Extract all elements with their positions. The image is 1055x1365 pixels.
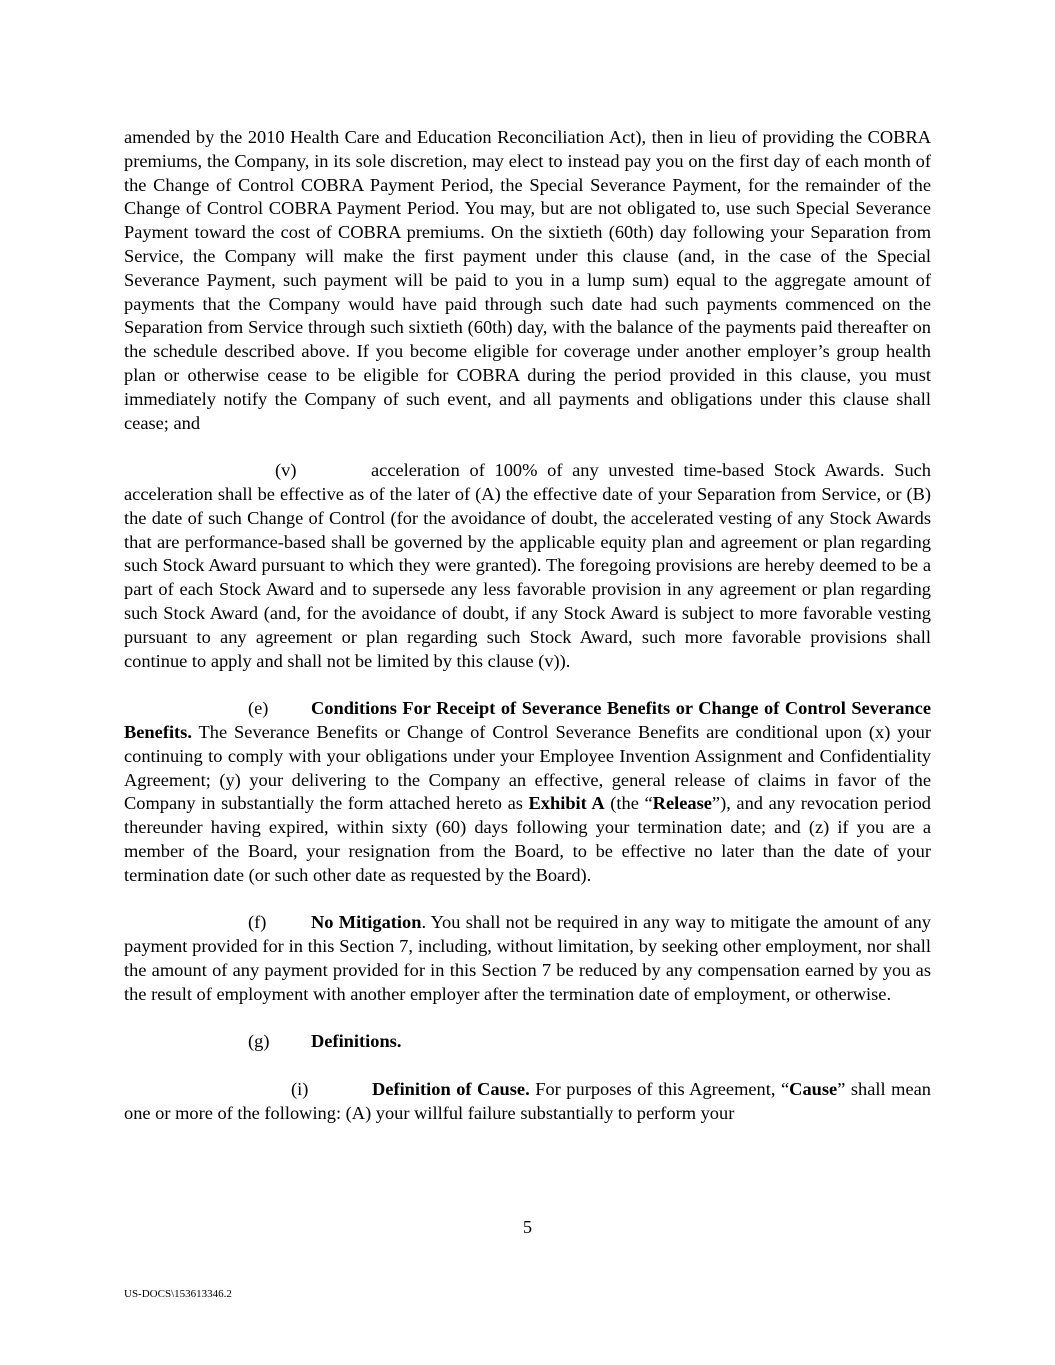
paragraph-v-acceleration (124, 459, 931, 673)
paragraph-text: For purposes of this Agreement, “ (529, 1078, 790, 1099)
clause-number: (i) (291, 1078, 309, 1099)
clause-heading: Definition of Cause. (372, 1078, 530, 1099)
document-id-footer: US-DOCS\153613346.2 (124, 1288, 232, 1300)
paragraph-i-cause (124, 1078, 931, 1126)
paragraph-f-no-mitigation (124, 911, 931, 1006)
paragraph-text: The Severance Benefits or Change of Control Severance Benefits are conditional upon (x) your continuing to comply with your obligations under your Employee Invention Assignment and Confidentiality Agreement; (y) your delivering to the Company an effective, general release of claims in favor of the Company in substantially the form attached hereto as (124, 721, 931, 814)
clause-number: (e) (248, 698, 269, 719)
clause-heading: Definitions. (311, 1031, 402, 1052)
paragraph-cobra-continuation (124, 126, 931, 435)
clause-heading: No Mitigation (311, 912, 422, 933)
clause-number: (v) (275, 460, 297, 481)
paragraph-text: . You shall not be required in any way to mitigate the amount of any payment provided for in this Section 7, including, without limitation, by seeking other employment, nor shall the amount of any payment provided for in this Section 7 be reduced by any compensation earned by you as the result of employment with another employer after the termination date of employment, or otherwise. (124, 912, 931, 1004)
paragraph-text: ” shall mean one or more of the following: (A) your willful failure substantially to perform your (124, 1078, 931, 1123)
paragraph-g-definitions (124, 1030, 931, 1054)
document-body (124, 126, 931, 1125)
clause-number: (g) (248, 1031, 270, 1052)
paragraph-text: acceleration of 100% of any unvested time-based Stock Awards. Such acceleration shall be effective as of the later of (A) the effective date of your Separation from Service, or (B) the date of such Change of Control (for the avoidance of doubt, the accelerated vesting of any Stock Awards that are performance-based shall be governed by the applicable equity plan and agreement or plan regarding such Stock Award pursuant to which they were granted). The foregoing provisions are hereby deemed to be a part of each Stock Award and to supersede any less favorable provision in any agreement or plan regarding such Stock Award (and, for the avoidance of doubt, if any Stock Award is subject to more favorable vesting pursuant to any agreement or plan regarding such Stock Award, such more favorable provisions shall continue to apply and shall not be limited by this clause (v)). (124, 460, 931, 671)
page-number: 5 (522, 1217, 533, 1237)
clause-number: (f) (248, 912, 267, 933)
defined-term: Release (652, 793, 712, 814)
clause-heading: Conditions For Receipt of Severance Benefits or Change of Control Severance Benefits. (124, 698, 931, 742)
paragraph-text: amended by the 2010 Health Care and Education Reconciliation Act), then in lieu of providing the COBRA premiums, the Company, in its sole discretion, may elect to instead pay you on the first day of each month of the Change of Control COBRA Payment Period, the Special Severance Payment, for the remainder of the Change of Control COBRA Payment Period. You may, but are not obligated to, use such Special Severance Payment toward the cost of COBRA premiums. On the sixtieth (60th) day following your Separation from Service, the Company will make the first payment under this clause (and, in the case of the Special Severance Payment, such payment will be paid to you in a lump sum) equal to the aggregate amount of payments that the Company would have paid through such date had such payments commenced on the Separation from Service through such sixtieth (60th) day, with the balance of the payments paid thereafter on the schedule described above. If you become eligible for coverage under another employer’s group health plan or otherwise cease to be eligible for COBRA during the period provided in this clause, you must immediately notify the Company of such event, and all payments and obligations under this clause shall cease; and (124, 127, 931, 433)
defined-term: Cause (789, 1078, 838, 1099)
exhibit-reference: Exhibit A (528, 793, 605, 814)
paragraph-text: ”), and any revocation period thereunder having expired, within sixty (60) days following your termination date; and (z) if you are a member of the Board, your resignation from the Board, to be effective no later than the date of your termination date (or such other date as requested by the Board). (124, 793, 931, 885)
paragraph-e-conditions (124, 697, 931, 887)
paragraph-text: (the “ (604, 793, 653, 814)
